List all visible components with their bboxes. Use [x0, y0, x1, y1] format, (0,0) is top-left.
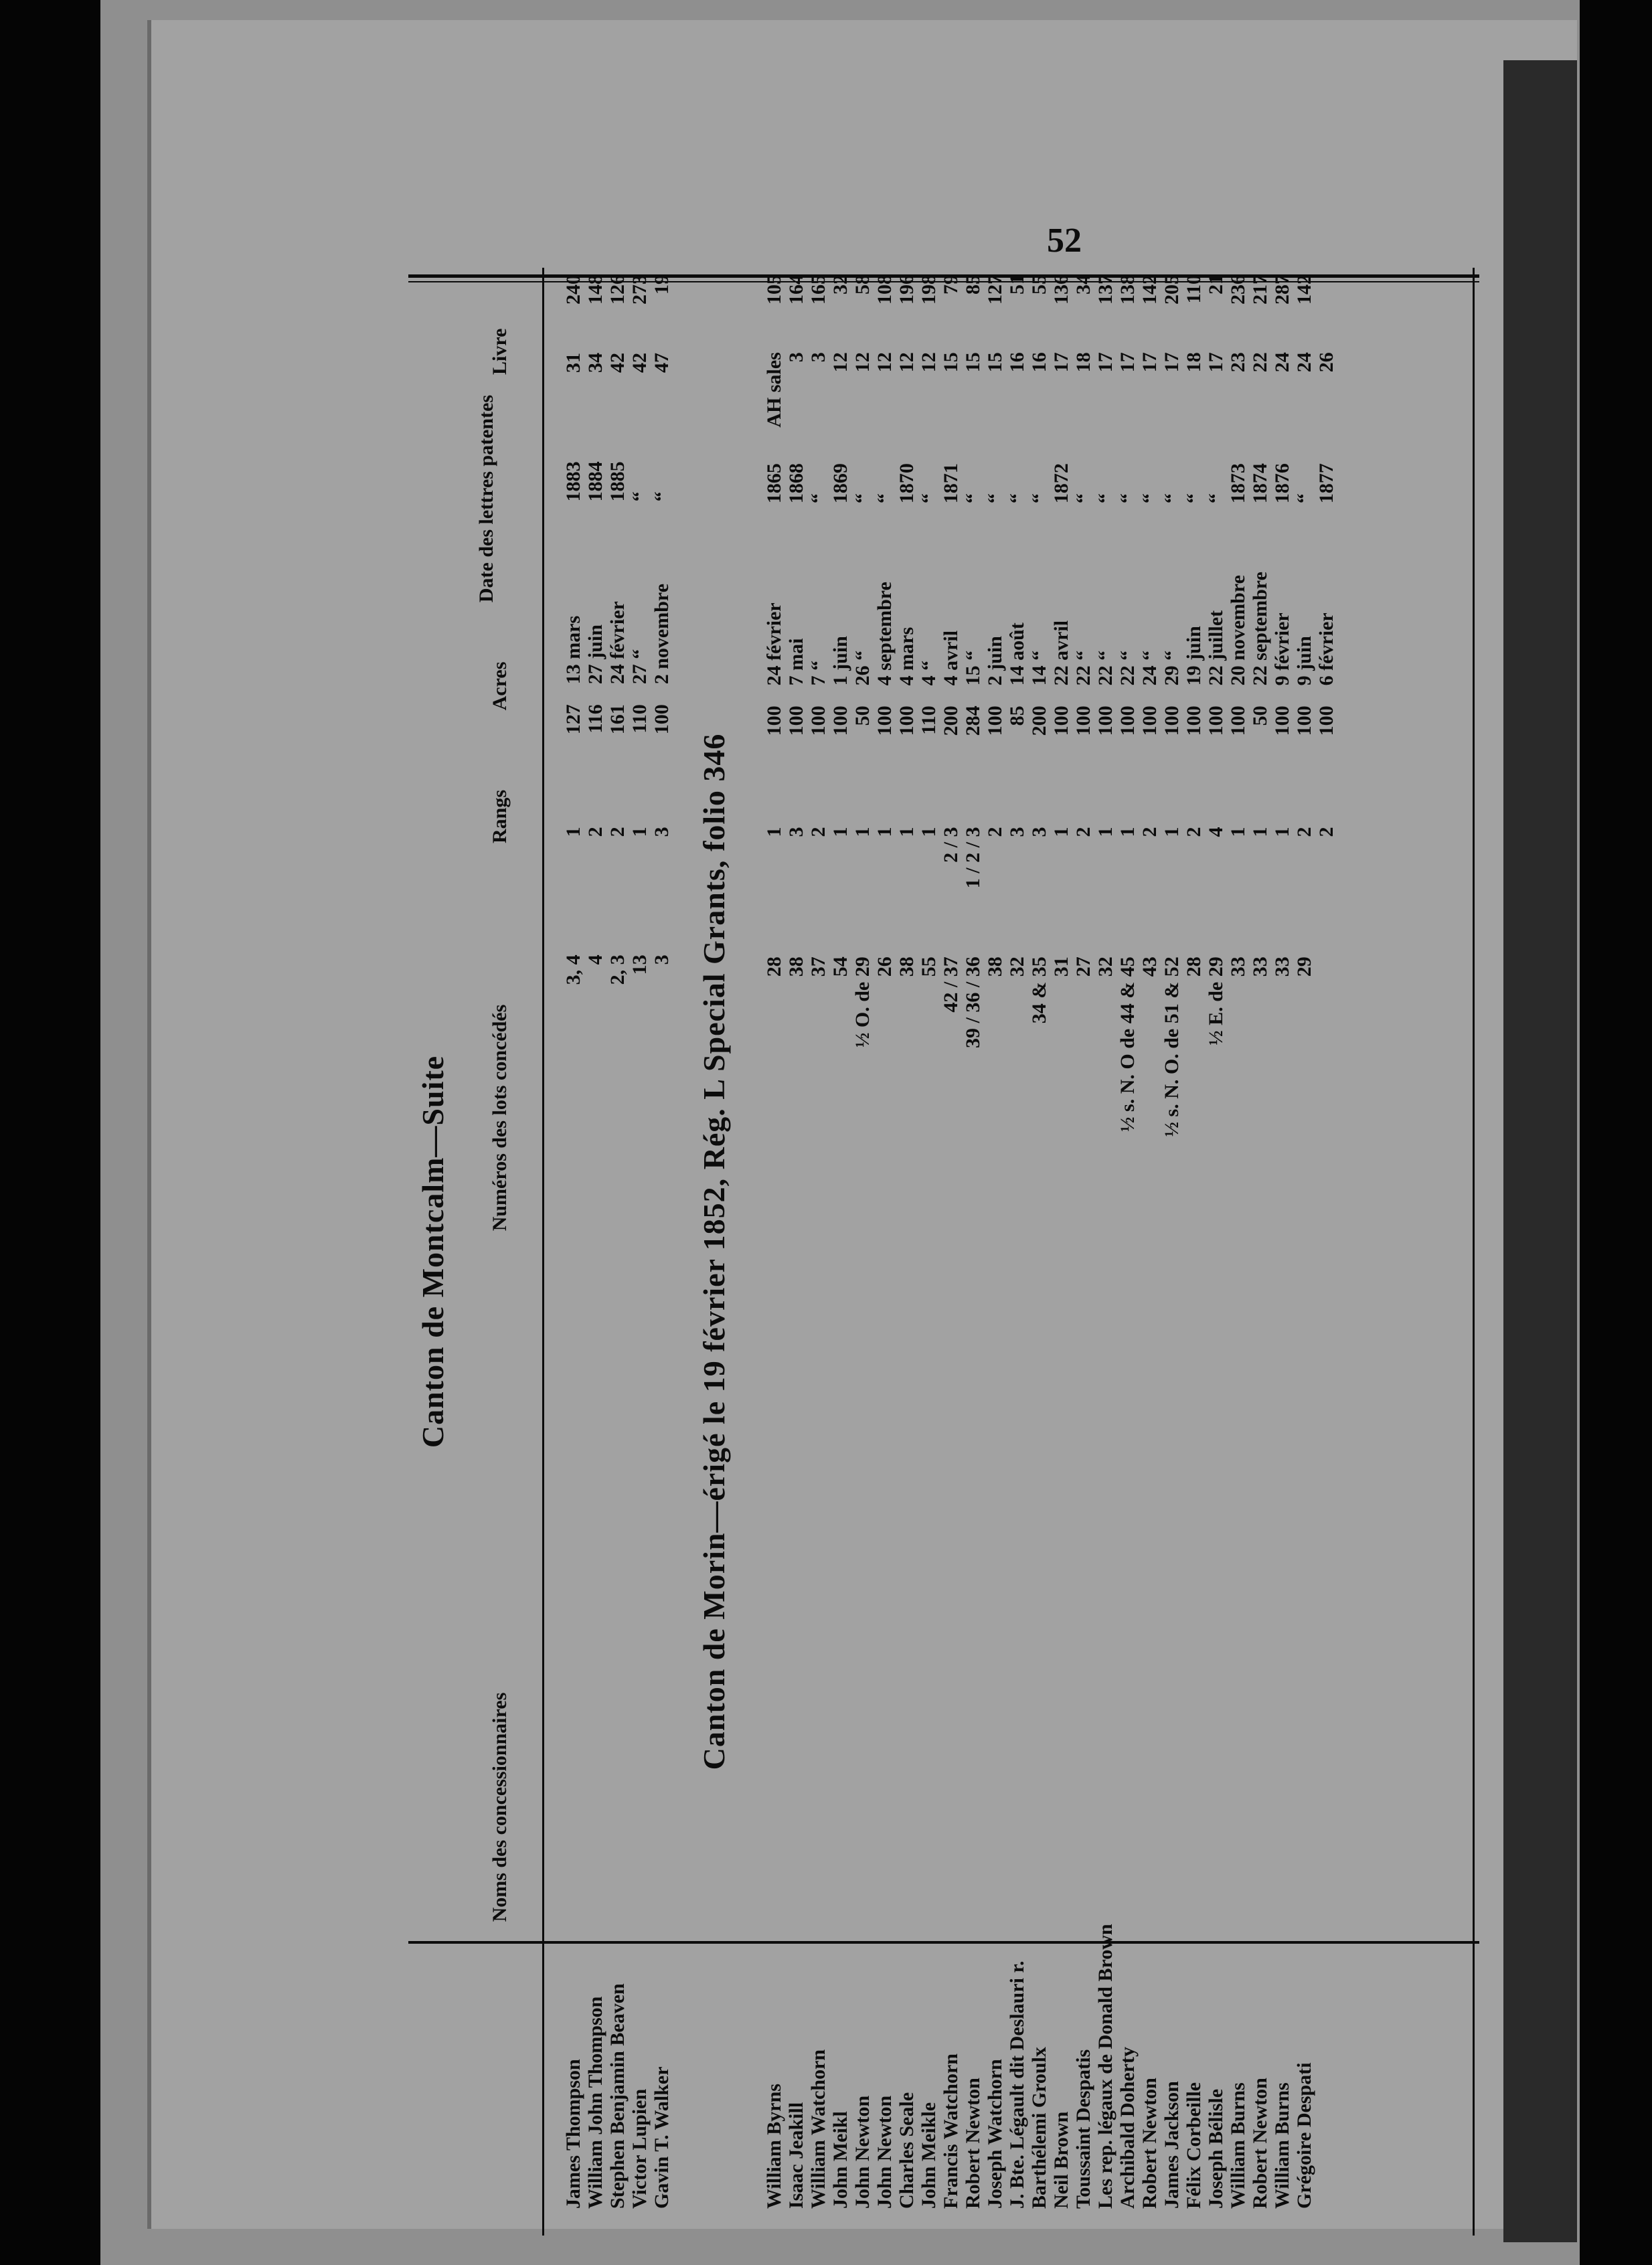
pages-value: 198 [918, 274, 940, 305]
date-value: 4 avril [940, 630, 962, 686]
concessionnaire-name: William Burns [1227, 2082, 1249, 2209]
year-value: “ [1006, 493, 1028, 504]
livre-value: 17 [1161, 352, 1183, 373]
concessionnaire-name: James Jackson [1161, 2081, 1183, 2209]
concessionnaire-name: Robert Newton [1249, 2078, 1271, 2209]
rang-value: 2 [1293, 827, 1315, 837]
rang-value: 1 [1117, 827, 1139, 837]
pages-value: 165 [807, 274, 829, 305]
lots-value: 32 [1094, 956, 1117, 977]
pages-value: 127 [984, 274, 1006, 305]
table-row [629, 268, 651, 2236]
year-value: “ [851, 493, 874, 504]
livre-value: 17 [1205, 352, 1227, 373]
livre-value: 42 [629, 353, 651, 373]
acres-value: 100 [1117, 705, 1139, 736]
livre-value: AH sales [763, 352, 785, 428]
date-value: 22 juillet [1205, 610, 1227, 686]
year-value: “ [918, 493, 940, 504]
rang-value: 3 [1006, 827, 1028, 837]
livre-value: 17 [1050, 352, 1072, 373]
rang-value: 1 [1050, 827, 1072, 837]
pages-value: 136 [1050, 274, 1072, 305]
header-lots: Numéros des lots concédés [489, 1004, 511, 1232]
acres-value: 200 [1028, 705, 1050, 736]
livre-value: 12 [896, 352, 918, 373]
year-value: “ [1161, 493, 1183, 504]
date-value: 24 février [606, 601, 629, 685]
year-value: 1868 [785, 463, 807, 504]
lots-value: 3 [651, 954, 673, 965]
concessionnaire-name: Stephen Benjamin Beaven [606, 1983, 629, 2209]
page-number: 52 [1047, 222, 1082, 260]
lots-value: ½ s. N. O de 44 & 45 [1117, 956, 1139, 1132]
concessionnaire-name: Neil Brown [1050, 2111, 1072, 2209]
acres-value: 100 [1094, 705, 1117, 736]
rang-value: 1 [918, 827, 940, 837]
header-names: Noms des concessionnaires [489, 1692, 511, 1922]
date-value: 14 “ [1028, 650, 1050, 686]
header-acres: Acres [489, 661, 511, 711]
table-row [1293, 268, 1315, 2236]
year-value: 1873 [1227, 463, 1249, 504]
acres-value: 284 [962, 705, 984, 736]
concessionnaire-name: Isaac Jeakill [785, 2102, 807, 2209]
table-row [1315, 268, 1337, 2236]
livre-value: 47 [651, 353, 673, 373]
year-value: “ [1072, 493, 1094, 504]
acres-value: 100 [1227, 705, 1249, 736]
concessionnaire-name: John Meikle [918, 2102, 940, 2209]
header-rangs: Rangs [489, 789, 511, 844]
lots-value: 32 [1006, 956, 1028, 977]
date-value: 26 “ [851, 650, 874, 686]
rang-value: 1 [851, 827, 874, 837]
date-value: 13 mars [562, 615, 584, 685]
livre-value: 24 [1293, 352, 1315, 373]
rang-value: 2 [1315, 827, 1337, 837]
rang-value: 1 [763, 827, 785, 837]
concessionnaire-name: James Thompson [562, 2059, 584, 2209]
pages-value: 105 [763, 274, 785, 305]
lots-value: 39 / 36 / 36 [962, 956, 984, 1048]
table-row [584, 268, 606, 2236]
table-row [1205, 268, 1227, 2236]
acres-value: 100 [807, 705, 829, 736]
date-value: 4 septembre [874, 582, 896, 686]
year-value: “ [874, 493, 896, 504]
date-value: 7 mai [785, 638, 807, 686]
acres-value: 127 [562, 704, 584, 735]
pages-value: 79 [940, 274, 962, 295]
section1-title: Canton de Montcalm—Suite [416, 1055, 450, 1448]
pages-value: 51 [1006, 274, 1028, 295]
acres-value: 50 [851, 705, 874, 726]
concessionnaire-name: Les rep. légaux de Donald Brown [1094, 1924, 1117, 2209]
date-value: 29 “ [1161, 650, 1183, 686]
acres-value: 116 [584, 704, 606, 734]
table-row [763, 268, 785, 2236]
year-value: “ [651, 491, 673, 502]
date-value: 24 “ [1139, 650, 1161, 686]
lots-value: 38 [785, 956, 807, 977]
acres-value: 100 [829, 705, 851, 736]
acres-value: 85 [1006, 705, 1028, 726]
lots-value: 34 & 35 [1028, 956, 1050, 1024]
table-row [651, 268, 673, 2236]
table-row [1227, 268, 1249, 2236]
date-value: 2 novembre [651, 583, 673, 685]
concessionnaire-name: J. Bte. Légault dit Deslauri r. [1006, 1960, 1028, 2209]
year-value: 1865 [763, 463, 785, 504]
concessionnaire-name: Francis Watchorn [940, 2053, 962, 2209]
pages-value: 148 [584, 274, 606, 305]
table-row [1249, 268, 1271, 2236]
concessionnaire-name: William Byrns [763, 2084, 785, 2209]
table-row [1050, 268, 1072, 2236]
pages-value [1315, 268, 1337, 339]
acres-value: 100 [1183, 705, 1205, 736]
pages-value: 110 [1183, 274, 1205, 304]
livre-value: 17 [1139, 352, 1161, 373]
table-row [606, 268, 629, 2236]
table-row [896, 268, 918, 2236]
lots-value: 43 [1139, 956, 1161, 977]
year-value: 1869 [829, 463, 851, 504]
table-row [851, 268, 874, 2236]
date-value: 9 juin [1293, 636, 1315, 686]
acres-value: 100 [785, 705, 807, 736]
lots-value: 13 [629, 954, 651, 975]
rang-value: 2 [1183, 827, 1205, 837]
date-value: 22 septembre [1249, 572, 1271, 686]
table-row [874, 268, 896, 2236]
date-value: 14 août [1006, 622, 1028, 686]
table-row [1028, 268, 1050, 2236]
acres-value: 50 [1249, 705, 1271, 726]
table-row [785, 268, 807, 2236]
table-row [1139, 268, 1161, 2236]
concessionnaire-name: William Watchorn [807, 2049, 829, 2209]
pages-value: 138 [1117, 274, 1139, 305]
lots-value: 33 [1227, 956, 1249, 977]
acres-value: 161 [606, 704, 629, 735]
lots-value: ½ O. de 29 [851, 956, 874, 1048]
lots-value: ½ E. de 29 [1205, 956, 1227, 1045]
lots-value: 4 [584, 954, 606, 965]
pages-value: 55 [1028, 274, 1050, 295]
concessionnaire-name: Toussaint Despatis [1072, 2049, 1094, 2209]
year-value: “ [1183, 493, 1205, 504]
lots-value: 54 [829, 956, 851, 977]
date-value: 4 mars [896, 626, 918, 686]
livre-value: 15 [940, 352, 962, 373]
header-date: Date des lettres patentes [475, 394, 497, 603]
pages-value: 21 [1205, 274, 1227, 295]
table-row [1271, 268, 1293, 2236]
acres-value: 110 [629, 704, 651, 734]
date-value: 4 “ [918, 660, 940, 686]
concessionnaire-name: Archibald Doherty [1117, 2047, 1139, 2209]
lots-value: 28 [763, 956, 785, 977]
pages-value: 205 [1161, 274, 1183, 305]
table-row [562, 268, 584, 2236]
rang-value: 2 [807, 827, 829, 837]
acres-value: 100 [763, 705, 785, 736]
lots-value: 37 [807, 956, 829, 977]
date-value: 22 “ [1094, 650, 1117, 686]
lots-value: 38 [984, 956, 1006, 977]
rang-value: 1 [1271, 827, 1293, 837]
rang-value: 2 [1139, 827, 1161, 837]
livre-value: 3 [785, 352, 807, 363]
date-value: 22 “ [1117, 650, 1139, 686]
livre-value: 15 [962, 352, 984, 373]
concessionnaire-name: John Meikl [829, 2111, 851, 2209]
table-row [807, 268, 829, 2236]
section2-title: Canton de Morin—érigé le 19 février 1852, Rég. L Special Grants, folio 346 [697, 733, 731, 1770]
year-value: 1870 [896, 463, 918, 504]
year-value: “ [629, 491, 651, 502]
concessionnaire-name: Victor Lupien [629, 2088, 651, 2209]
date-value: 9 février [1271, 612, 1293, 686]
date-value: 22 avril [1050, 620, 1072, 686]
lots-value: 55 [918, 956, 940, 977]
year-value: “ [984, 493, 1006, 504]
acres-value: 100 [1161, 705, 1183, 736]
livre-value: 18 [1072, 352, 1094, 373]
pages-value: 196 [896, 274, 918, 305]
rang-value: 3 [1028, 827, 1050, 837]
rang-value: 3 [785, 827, 807, 837]
livre-value: 34 [584, 353, 606, 373]
livre-value: 15 [984, 352, 1006, 373]
date-value: 22 “ [1072, 650, 1094, 686]
concessionnaire-name: Félix Corbeille [1183, 2082, 1205, 2209]
rang-value: 2 [584, 827, 606, 837]
pages-value: 85 [962, 274, 984, 295]
concessionnaire-name: Gavin T. Walker [651, 2066, 673, 2209]
lots-value: 27 [1072, 956, 1094, 977]
concessionnaire-name: John Newton [851, 2095, 874, 2209]
acres-value: 100 [1293, 705, 1315, 736]
year-value: 1885 [606, 461, 629, 502]
concessionnaire-name: William John Thompson [584, 1996, 606, 2209]
date-value: 20 novembre [1227, 575, 1249, 686]
concessionnaire-name: William Burns [1271, 2082, 1293, 2209]
rang-value: 2 [984, 827, 1006, 837]
table-row [984, 268, 1006, 2236]
year-value: 1884 [584, 461, 606, 502]
table-row [829, 268, 851, 2236]
date-value: 27 “ [629, 649, 651, 685]
rang-value: 2 / 3 [940, 827, 962, 863]
rang-value: 1 [1249, 827, 1271, 837]
livre-value: 24 [1271, 352, 1293, 373]
year-value: “ [1028, 493, 1050, 504]
rang-value: 3 [651, 827, 673, 837]
livre-value: 23 [1227, 352, 1249, 373]
rang-value: 1 [562, 827, 584, 837]
date-value: 2 juin [984, 636, 1006, 686]
table-row [962, 268, 984, 2236]
livre-value: 17 [1094, 352, 1117, 373]
acres-value: 100 [984, 705, 1006, 736]
pages-value: 236 [1227, 274, 1249, 305]
year-value: 1874 [1249, 463, 1271, 504]
rang-value: 2 [606, 827, 629, 837]
livre-value: 22 [1249, 352, 1271, 373]
livre-value: 42 [606, 353, 629, 373]
pages-value: 19 [651, 274, 673, 295]
acres-value: 100 [651, 704, 673, 735]
lots-value: 2, 3 [606, 954, 629, 985]
lots-value: 38 [896, 956, 918, 977]
year-value: 1883 [562, 461, 584, 502]
pages-value: 273 [629, 274, 651, 305]
lots-value: ½ s. N. O. de 51 & 52 [1161, 956, 1183, 1137]
livre-value: 17 [1117, 352, 1139, 373]
pages-value: 108 [874, 274, 896, 305]
concessionnaire-name: John Newton [874, 2095, 896, 2209]
lots-value [1315, 943, 1337, 1430]
rang-value: 2 [1072, 827, 1094, 837]
livre-value: 12 [851, 352, 874, 373]
section1-table [562, 268, 673, 2236]
livre-value: 31 [562, 353, 584, 373]
date-value: 1 juin [829, 636, 851, 686]
livre-value: 18 [1183, 352, 1205, 373]
concessionnaire-name: Robert Newton [1139, 2078, 1161, 2209]
lots-value: 29 [1293, 956, 1315, 977]
livre-value: 12 [918, 352, 940, 373]
table-row [1094, 268, 1117, 2236]
table-row [1183, 268, 1205, 2236]
table-row [1006, 268, 1028, 2236]
rang-value: 1 [1094, 827, 1117, 837]
acres-value: 100 [1271, 705, 1293, 736]
acres-value: 100 [1315, 705, 1337, 736]
rang-value: 1 [1227, 827, 1249, 837]
lots-value: 26 [874, 956, 896, 977]
pages-value: 58 [851, 274, 874, 295]
year-value: “ [1139, 493, 1161, 504]
acres-value: 100 [1072, 705, 1094, 736]
year-value: “ [1117, 493, 1139, 504]
year-value: “ [962, 493, 984, 504]
concessionnaire-name: Grégoire Despati [1293, 2062, 1315, 2209]
pages-value: 32 [829, 274, 851, 295]
pages-value: 164 [785, 274, 807, 305]
year-value: “ [1094, 493, 1117, 504]
acres-value: 200 [940, 705, 962, 736]
year-value: 1871 [940, 463, 962, 504]
date-value: 24 février [763, 602, 785, 686]
pages-value: 137 [1094, 274, 1117, 305]
concessionnaire-name: Barthélemi Groulx [1028, 2047, 1050, 2209]
date-value: 7 “ [807, 660, 829, 686]
table-row [1161, 268, 1183, 2236]
acres-value: 100 [1139, 705, 1161, 736]
table-row [1072, 268, 1094, 2236]
lots-value: 3, 4 [562, 954, 584, 985]
concessionnaire-name: Charles Seale [896, 2092, 918, 2209]
concessionnaire-name: Joseph Bélisle [1205, 2088, 1227, 2209]
table-row [1117, 268, 1139, 2236]
section2-table [763, 268, 1337, 2236]
pages-value: 34 [1072, 274, 1094, 295]
pages-value: 126 [606, 274, 629, 305]
pages-value: 142 [1139, 274, 1161, 305]
rang-value: 4 [1205, 827, 1227, 837]
pages-value: 142 [1293, 274, 1315, 305]
pages-value: 240 [562, 274, 584, 305]
acres-value: 100 [1205, 705, 1227, 736]
livre-value: 16 [1028, 352, 1050, 373]
acres-value: 100 [896, 705, 918, 736]
year-value: 1877 [1315, 463, 1337, 504]
rotated-table-content: Noms des concessionnaires Numéros des lots concédés Rangs Acres Date des lettres patentes Livre Canton de Montcalm—Suite James Thompson 3, 4 1 127 13 mars 1883 31 240 William John Thompson 4 2 116 27 juin 1884 34 148 Stephen Benjamin Beaven 2, 3 2 161 24 février 1885 42 126 Victor Lupien 13 1 110 27 “ “ 42 273 Gavin T. Walker 3 3 100 2 novembre “ 47 19 Canton de Morin—érigé le 19 février 1852, Rég. L Special Grants, folio 346 William Byrns 28 1 100 24 février 1865 AH sales 105 Isaac Jeakill 38 3 100 7 mai 1868 3 164 William Watchorn 37 2 100 7 “ “ 3 165 John Meikl 54 1 100 1 juin 1869 12 32 John Newton ½ O. de 29 1 50 26 “ “ 12 58 John Newton 26 1 100 4 septembre “ 12 108 Charles Seale 38 1 100 4 mars 1870 12 196 John Meikle 55 1 110 4 “ “ 12 198 Francis Watchorn 42 / 37 2 / 3 200 4 avril 1871 15 79 Robert Newton 39 / 36 / 36 1 / 2 / 3 284 15 “ “ 15 85 Joseph Watchorn 38 2 100 2 juin “ 15 127 J. Bte. Légault dit Deslauri r. 32 3 85 14 août “ 16 51 Barthélemi Groulx 34 & 35 3 200 14 “ “ 16 55 Neil Brown 31 1 100 22 avril 1872 17 136 Toussaint Despatis 27 2 100 22 “ “ 18 34 Les rep. légaux de Donald Brown 32 1 100 22 “ “ 17 137 Archibald Doherty ½ s. N. O de 44 & 45 1 100 22 “ “ 17 138 Robert Newton 43 2 100 24 “ “ 17 142 James Jackson ½ s. N. O. de 51 & 52 1 100 29 “ “ 17 205 Félix Corbeille 28 2 100 19 juin “ 18 110 Joseph Bélisle ½ E. de 29 4 100 22 juillet “ 17 21 William Burns 33 1 100 20 novembre 1873 23 236 Robert Newton 33 1 50 22 septembre 1874 22 217 William Burns 33 1 100 9 février 1876 24 287 Grégoire Despati 29 2 100 9 juin “ 24 142 2 100 6 février 1877 26 [402, 268, 1499, 2236]
livre-value: 12 [829, 352, 851, 373]
pages-value: 287 [1271, 274, 1293, 305]
year-value: 1876 [1271, 463, 1293, 504]
date-value: 27 juin [584, 624, 606, 685]
concessionnaire-name [1315, 1430, 1337, 2236]
lots-value: 33 [1249, 956, 1271, 977]
acres-value: 110 [918, 705, 940, 735]
rang-value: 1 / 2 / 3 [962, 827, 984, 889]
lots-value: 28 [1183, 956, 1205, 977]
lots-value: 33 [1271, 956, 1293, 977]
lots-value: 42 / 37 [940, 956, 962, 1013]
year-value: “ [1205, 493, 1227, 504]
concessionnaire-name: Joseph Watchorn [984, 2059, 1006, 2209]
livre-value: 16 [1006, 352, 1028, 373]
acres-value: 100 [1050, 705, 1072, 736]
date-value: 19 juin [1183, 626, 1205, 686]
rang-value: 1 [629, 827, 651, 837]
lots-value: 31 [1050, 956, 1072, 977]
year-value: 1872 [1050, 463, 1072, 504]
year-value: “ [1293, 493, 1315, 504]
acres-value: 100 [874, 705, 896, 736]
table-bottom-rule [1473, 268, 1475, 2236]
pages-value: 217 [1249, 274, 1271, 305]
livre-value: 26 [1315, 352, 1337, 373]
rang-value: 1 [1161, 827, 1183, 837]
date-value: 6 février [1315, 612, 1337, 686]
page-edge-shadow [1503, 60, 1577, 2242]
table-row [918, 268, 940, 2236]
header-bottom-rule [542, 268, 544, 2236]
rang-value: 1 [829, 827, 851, 837]
livre-value: 12 [874, 352, 896, 373]
rang-value: 1 [896, 827, 918, 837]
year-value: “ [807, 493, 829, 504]
table-row [940, 268, 962, 2236]
livre-value: 3 [807, 352, 829, 363]
rang-value: 1 [874, 827, 896, 837]
concessionnaire-name: Robert Newton [962, 2078, 984, 2209]
date-value: 15 “ [962, 650, 984, 686]
